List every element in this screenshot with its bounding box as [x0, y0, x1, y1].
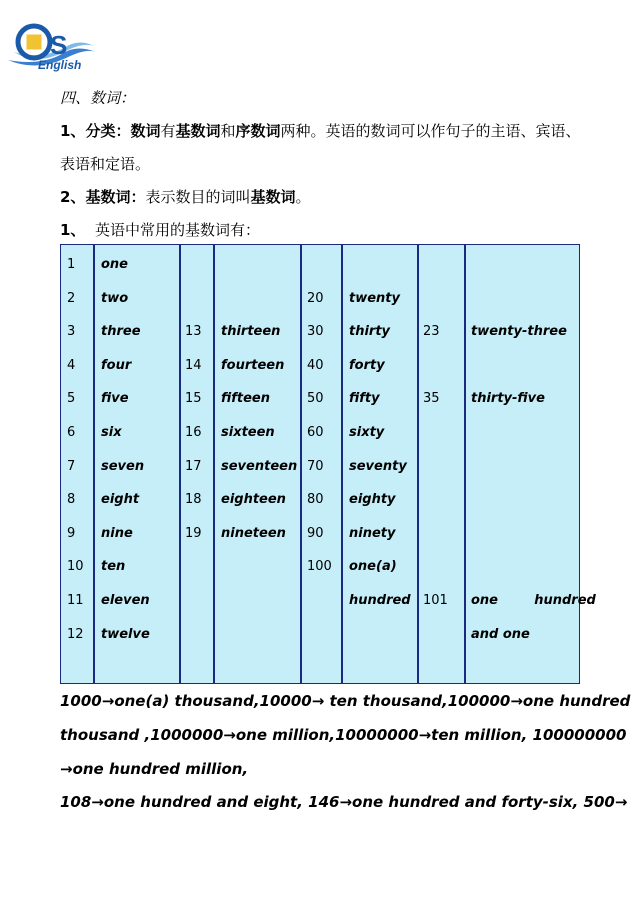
table-word: twenty [349, 290, 400, 306]
table-number: 18 [185, 492, 202, 508]
table-word: fifteen [221, 391, 270, 407]
table-word: thirty [349, 324, 391, 340]
table-word: four [101, 357, 132, 373]
table-word: hundred [349, 593, 411, 608]
table-number: 15 [185, 391, 202, 407]
example-line-2: thousand ,1000000→one million,10000000→ten million, 100000000 [60, 726, 627, 744]
table-divider [417, 245, 419, 683]
table-number: 13 [185, 324, 202, 340]
table-number: 8 [67, 492, 76, 508]
table-word: two [101, 290, 129, 306]
table-word: thirteen [221, 324, 281, 340]
table-word: forty [349, 357, 385, 373]
section-common-cardinals [60, 219, 260, 240]
table-number: 12 [67, 626, 84, 642]
sec3-num: 1、 [60, 221, 86, 239]
table-word: eight [101, 492, 140, 508]
table-divider [464, 245, 466, 683]
table-word: fourteen [221, 357, 285, 373]
table-word: one hundred [471, 593, 596, 608]
table-word: six [101, 425, 122, 440]
table-number: 9 [67, 525, 76, 541]
table-word: sixteen [221, 425, 275, 440]
table-divider [213, 245, 215, 683]
table-number: 5 [67, 391, 76, 407]
table-word: twenty-three [471, 324, 567, 340]
table-number: 6 [67, 425, 76, 440]
table-word: five [101, 391, 129, 407]
table-number: 16 [185, 425, 202, 440]
sec2-label: 基数词： [85, 188, 146, 206]
table-divider [179, 245, 181, 683]
table-word: twelve [101, 626, 150, 642]
example-line-4: 108→one hundred and eight, 146→one hundred and forty-six, 500→ [60, 793, 628, 811]
table-word: nine [101, 525, 133, 541]
table-number: 60 [307, 425, 324, 440]
table-number: 23 [423, 324, 440, 340]
table-number: 11 [67, 593, 84, 608]
sec1-a: 数词 [130, 122, 161, 140]
sec1-e: 序数词 [235, 122, 281, 140]
sec2-b: 基数词 [250, 188, 296, 206]
table-number: 30 [307, 324, 324, 340]
table-word: nineteen [221, 525, 286, 541]
cardinal-number-table [60, 244, 596, 684]
table-number: 7 [67, 458, 76, 474]
table-word: ten [101, 559, 126, 575]
table-divider [93, 245, 95, 683]
table-word: fifty [349, 391, 380, 407]
table-word: one [101, 257, 129, 272]
logo-text: English [38, 58, 82, 72]
sec1-num: 1、 [60, 122, 86, 140]
table-number: 1 [67, 257, 76, 272]
table-number: 35 [423, 391, 440, 407]
heading-four: 四、数词： [60, 89, 136, 107]
table-word: sixty [349, 425, 385, 440]
section-cardinal [60, 186, 311, 207]
table-number: 100 [307, 559, 332, 575]
table-number: 2 [67, 290, 76, 306]
table-number: 20 [307, 290, 324, 306]
sec3-text: 英语中常用的基数词有： [94, 221, 260, 239]
table-word: thirty-five [471, 391, 545, 407]
table-word: eighteen [221, 492, 286, 508]
table-word: one(a) [349, 559, 397, 575]
sec2-c: 。 [295, 188, 311, 206]
table-word: eighty [349, 492, 396, 508]
sec1-f: 两种。英语的数词可以作句子的主语、宾语、 [280, 122, 581, 140]
sec1-c: 基数词 [175, 122, 221, 140]
sec1-d: 和 [220, 122, 236, 140]
section-classification-cont: 表语和定语。 [60, 155, 151, 173]
table-divider [341, 245, 343, 683]
table-number: 70 [307, 458, 324, 474]
table-word: three [101, 324, 141, 340]
table-word: ninety [349, 525, 396, 541]
sec2-num: 2、 [60, 188, 86, 206]
table-number: 10 [67, 559, 84, 575]
table-word: seven [101, 458, 145, 474]
table-number: 101 [423, 593, 448, 608]
table-number: 4 [67, 357, 76, 373]
table-divider [300, 245, 302, 683]
sec1-b: 有 [160, 122, 176, 140]
table-number: 14 [185, 357, 202, 373]
section-classification [60, 120, 581, 141]
table-number: 50 [307, 391, 324, 407]
table-number: 17 [185, 458, 202, 474]
table-word: and one [471, 626, 530, 642]
table-number: 40 [307, 357, 324, 373]
table-number: 90 [307, 525, 324, 541]
example-line-1: 1000→one(a) thousand,10000→ ten thousand,100000→one hundred [60, 692, 631, 710]
sec1-label: 分类： [85, 122, 131, 140]
table-word: eleven [101, 593, 150, 608]
table-word: seventy [349, 458, 407, 474]
table-number: 19 [185, 525, 202, 541]
table-number: 3 [67, 324, 76, 340]
table-number: 80 [307, 492, 324, 508]
example-line-3: →one hundred million, [60, 760, 249, 778]
svg-text:S: S [50, 30, 68, 60]
table-word: seventeen [221, 458, 298, 474]
sec2-a: 表示数目的词叫 [145, 188, 251, 206]
